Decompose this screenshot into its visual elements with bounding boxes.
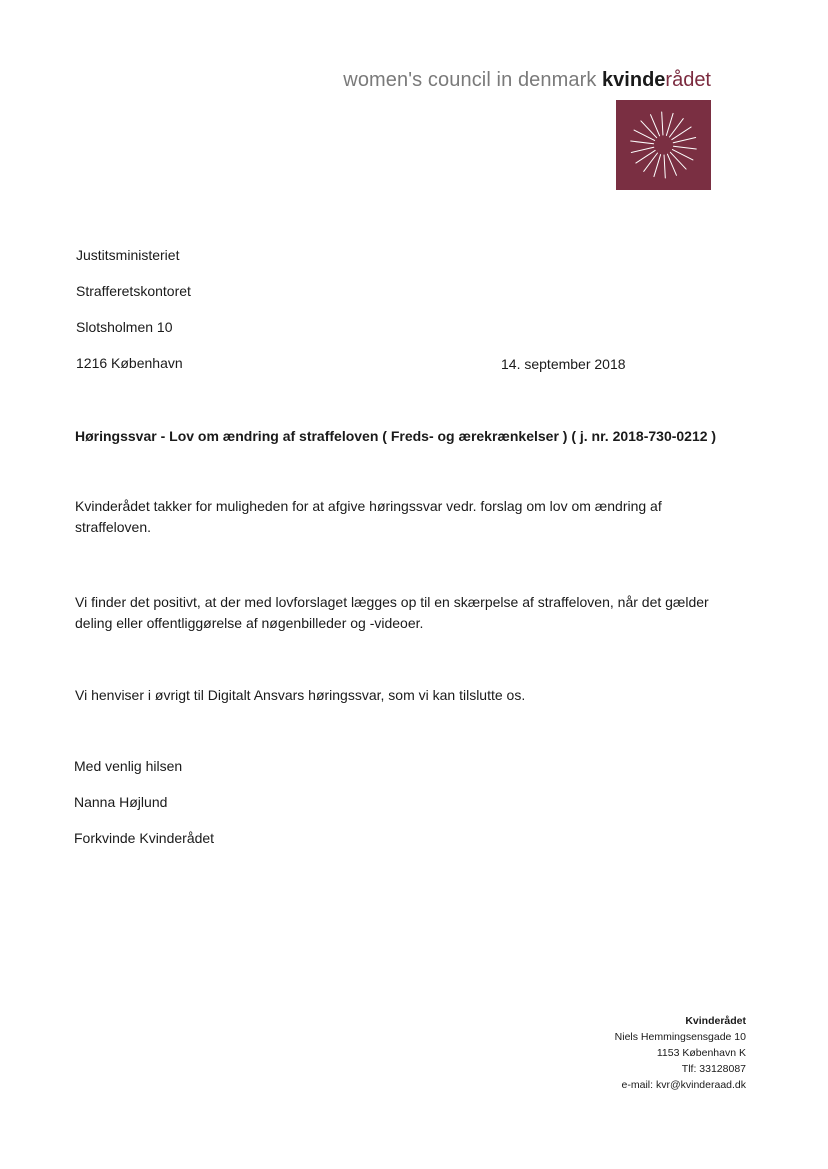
sunburst-ray bbox=[636, 150, 655, 163]
sunburst-ray bbox=[673, 146, 696, 149]
sunburst-ray bbox=[673, 138, 695, 143]
brand-accent-part: rådet bbox=[665, 69, 711, 91]
body-paragraph-2: Vi finder det positivt, at der med lovforslaget lægges op til en skærpelse af straffeloven, når det gælder deling eller offentliggørelse af nøgenbilleder og -videoer. bbox=[75, 594, 709, 631]
recipient-line-1: Justitsministeriet bbox=[76, 247, 180, 263]
body-paragraph-3: Vi henviser i øvrigt til Digitalt Ansvars høringssvar, som vi kan tilslutte os. bbox=[75, 687, 526, 703]
sunburst-ray bbox=[666, 113, 673, 135]
signatory-title: Forkvinde Kvinderådet bbox=[74, 830, 215, 846]
sunburst-logo-icon bbox=[616, 100, 711, 190]
footer-contact bbox=[615, 1013, 746, 1093]
letterhead-tagline: women's council in denmark bbox=[343, 69, 597, 91]
closing-greeting: Med venlig hilsen bbox=[74, 758, 183, 774]
recipient-line-2: Strafferetskontoret bbox=[76, 283, 191, 299]
footer-email: e-mail: kvr@kvinderaad.dk bbox=[621, 1079, 746, 1091]
recipient-line-3: Slotsholmen 10 bbox=[76, 319, 173, 335]
footer-city: 1153 København K bbox=[656, 1047, 746, 1059]
letterhead bbox=[343, 68, 711, 92]
footer-phone: Tlf: 33128087 bbox=[681, 1063, 746, 1075]
sunburst-ray bbox=[631, 147, 653, 152]
sunburst-ray bbox=[672, 127, 691, 140]
letter-date: 14. september 2018 bbox=[501, 356, 626, 372]
footer-org: Kvinderådet bbox=[685, 1015, 746, 1027]
sunburst-ray bbox=[631, 141, 654, 144]
letterhead-brand bbox=[602, 69, 711, 91]
sunburst-ray bbox=[670, 119, 684, 137]
footer-street: Niels Hemmingsensgade 10 bbox=[614, 1031, 746, 1043]
sunburst-ray bbox=[654, 155, 661, 177]
brand-bold-part: kvinde bbox=[602, 69, 666, 91]
recipient-line-4: 1216 København bbox=[76, 355, 183, 371]
sunburst-ray bbox=[664, 155, 665, 178]
body-paragraph-1: Kvinderådet takker for muligheden for at afgive høringssvar vedr. forslag om lov om ændring af straffeloven. bbox=[75, 498, 662, 535]
sunburst-ray bbox=[662, 112, 663, 135]
letter-subject: Høringssvar - Lov om ændring af straffeloven ( Freds- og ærekrænkelser ) ( j. nr. 2018-730-0212 ) bbox=[75, 428, 717, 444]
signatory-name: Nanna Højlund bbox=[74, 794, 168, 810]
sunburst-ray bbox=[644, 153, 658, 171]
